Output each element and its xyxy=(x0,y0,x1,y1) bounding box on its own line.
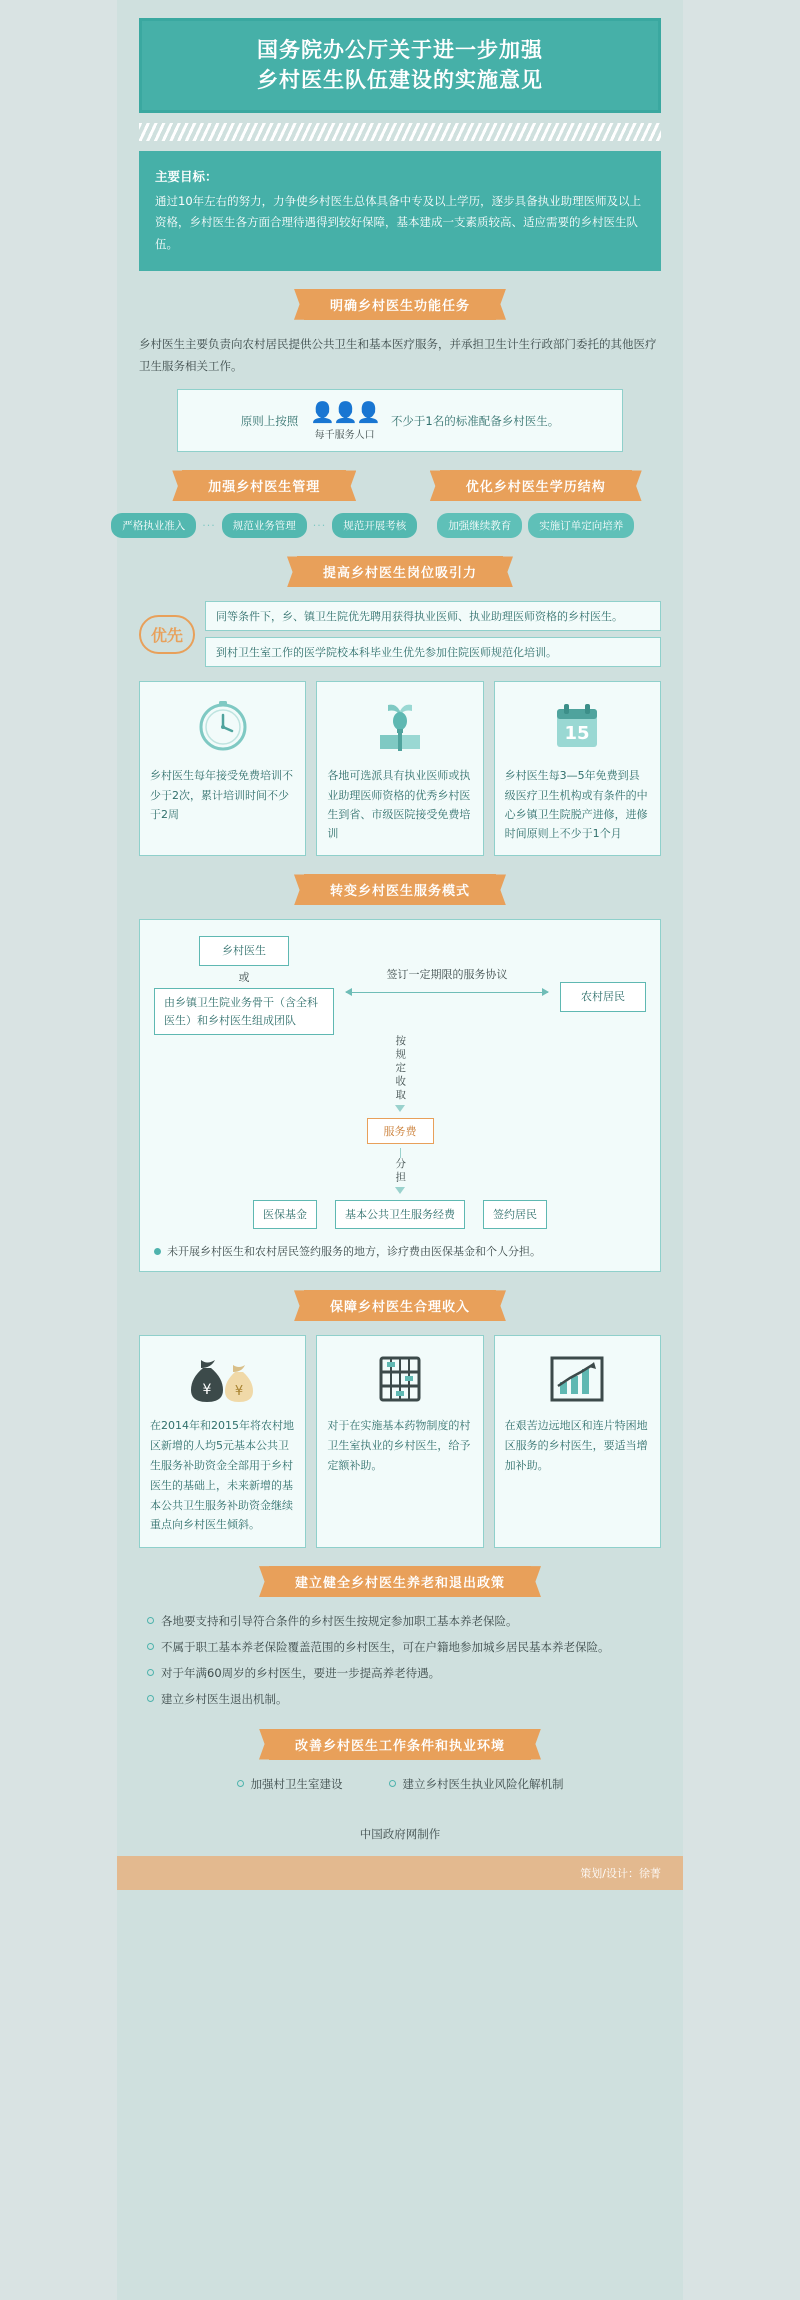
flow-box-resident: 农村居民 xyxy=(560,982,646,1012)
list-item xyxy=(147,1663,653,1685)
flow-collect-label: 按规定收取 xyxy=(394,1035,407,1103)
growth-chart-icon xyxy=(505,1350,650,1408)
list-item xyxy=(147,1637,653,1659)
pill-management-0: 严格执业准入 xyxy=(111,513,196,538)
environment-item-1 xyxy=(389,1776,564,1792)
title-box xyxy=(139,18,661,113)
pension-item-text-2: 对于年满60周岁的乡村医生，要进一步提高养老待遇。 xyxy=(161,1665,441,1680)
attraction-card-1 xyxy=(316,681,483,856)
svg-text:¥: ¥ xyxy=(202,1382,212,1399)
calendar-icon xyxy=(505,696,650,758)
management-pill-row xyxy=(122,513,407,538)
flow-box-team: 由乡镇卫生院业务骨干（含全科医生）和乡村医生组成团队 xyxy=(154,988,334,1035)
income-card-text-1: 对于在实施基本药物制度的村卫生室执业的乡村医生，给予定额补助。 xyxy=(327,1419,471,1472)
attraction-card-2 xyxy=(494,681,661,856)
flow-arrow-label: 签订一定期限的服务协议 xyxy=(386,968,508,982)
hatch-divider xyxy=(139,123,661,141)
banner-row-duties xyxy=(117,289,683,320)
flow-share-label: 分担 xyxy=(394,1157,407,1185)
banner-row-environment xyxy=(117,1729,683,1760)
abacus-icon xyxy=(327,1350,472,1408)
col-education-pills xyxy=(410,501,661,538)
page-title-line2: 乡村医生队伍建设的实施意见 xyxy=(257,68,543,93)
duties-paragraph: 乡村医生主要负责向农村居民提供公共卫生和基本医疗服务，并承担卫生计生行政部门委托的其他医疗卫生服务相关工作。 xyxy=(139,336,657,373)
attraction-card-text-0: 乡村医生每年接受免费培训不少于2次，累计培训时间不少于2周 xyxy=(150,769,293,821)
priority-block xyxy=(139,601,661,667)
section-banner-duties: 明确乡村医生功能任务 xyxy=(304,289,496,320)
ratio-box xyxy=(177,389,623,452)
environment-item-0 xyxy=(237,1776,343,1792)
education-pill-row xyxy=(410,513,661,538)
attraction-card-0 xyxy=(139,681,306,856)
environment-item-text-1: 建立乡村医生执业风险化解机制 xyxy=(402,1776,564,1791)
pension-item-text-3: 建立乡村医生退出机制。 xyxy=(161,1691,288,1706)
ring-bullet-icon xyxy=(147,1695,154,1702)
section-banner-pension: 建立健全乡村医生养老和退出政策 xyxy=(269,1566,531,1597)
flow-box-insurance-fund: 医保基金 xyxy=(253,1200,317,1230)
section-banner-attraction: 提高乡村医生岗位吸引力 xyxy=(297,556,503,587)
section-banner-service-mode: 转变乡村医生服务模式 xyxy=(304,874,496,905)
banner-row-mgmt-edu xyxy=(117,470,683,501)
ring-bullet-icon xyxy=(147,1617,154,1624)
list-item xyxy=(147,1611,653,1633)
header xyxy=(117,0,683,113)
people-icon: 👤👤👤 xyxy=(310,400,379,425)
income-cards xyxy=(139,1335,661,1548)
flow-box-fee: 服务费 xyxy=(367,1118,434,1144)
banner-row-attraction xyxy=(117,556,683,587)
attraction-card-text-1: 各地可选派具有执业医师或执业助理医师资格的优秀乡村医生到省、市级医院接受免费培训 xyxy=(327,769,471,841)
list-item xyxy=(147,1689,653,1711)
page-title-line1: 国务院办公厅关于进一步加强 xyxy=(257,38,543,62)
main-goal-label: 主要目标： xyxy=(155,168,218,184)
flow-left-column xyxy=(154,936,334,1035)
infographic-page xyxy=(117,0,683,2300)
income-card-1 xyxy=(316,1335,483,1548)
ring-bullet-icon xyxy=(237,1780,244,1787)
footer-maker: 中国政府网制作 xyxy=(359,1826,441,1841)
pill-education-0: 加强继续教育 xyxy=(437,513,522,538)
flow-right-column xyxy=(560,982,646,1012)
ratio-icon-caption: 每千服务人口 xyxy=(314,430,375,442)
ring-bullet-icon xyxy=(147,1669,154,1676)
income-card-0 xyxy=(139,1335,306,1548)
attraction-cards xyxy=(139,681,661,856)
pill-management-1: 规范业务管理 xyxy=(222,513,307,538)
service-flow-diagram xyxy=(139,919,661,1272)
pension-item-text-1: 不属于职工基本养老保险覆盖范围的乡村医生，可在户籍地参加城乡居民基本养老保险。 xyxy=(161,1639,610,1654)
dots-separator: ··· xyxy=(312,519,327,533)
calendar-day-number: 15 xyxy=(564,723,590,745)
priority-line-0: 同等条件下，乡、镇卫生院优先聘用获得执业医师、执业助理医师资格的乡村医生。 xyxy=(205,601,661,631)
pension-item-text-0: 各地要支持和引导符合条件的乡村医生按规定参加职工基本养老保险。 xyxy=(161,1614,518,1629)
people-icon-group xyxy=(310,400,379,441)
income-card-text-2: 在艰苦边远地区和连片特困地区服务的乡村医生，要适当增加补助。 xyxy=(504,1419,648,1472)
income-card-text-0: 在2014年和2015年将农村地区新增的人均5元基本公共卫生服务补助资金全部用于乡村医生的基础上，未来新增的基本公共卫生服务补助资金继续重点向乡村医生倾斜。 xyxy=(150,1419,294,1532)
main-goal-text: 通过10年左右的努力，力争使乡村医生总体具备中专及以上学历，逐步具备执业助理医师及以上资格，乡村医生各方面合理待遇得到较好保障，基本建成一支素质较高、适应需要的乡村医生队伍。 xyxy=(155,194,642,251)
section-banner-education: 优化乡村医生学历结构 xyxy=(440,470,632,501)
pension-list xyxy=(147,1611,653,1710)
footer-credit: 策划/设计：徐菁 xyxy=(117,1856,683,1890)
flow-or-label: 或 xyxy=(238,971,250,985)
money-bags-icon xyxy=(150,1350,295,1408)
bottom-spacer xyxy=(117,1890,683,1908)
down-arrow-icon xyxy=(395,1187,405,1194)
flow-fee-column xyxy=(154,1035,646,1196)
main-goal-box xyxy=(139,151,661,271)
col-management-pills xyxy=(122,501,407,538)
pill-rows xyxy=(117,501,683,538)
banner-row-service-mode xyxy=(117,874,683,905)
environment-item-text-0: 加强村卫生室建设 xyxy=(250,1776,343,1791)
flow-top-row xyxy=(154,936,646,1035)
section-banner-environment: 改善乡村医生工作条件和执业环境 xyxy=(269,1729,531,1760)
page-title xyxy=(152,35,648,96)
clock-icon xyxy=(150,696,295,758)
flow-note-text: 未开展乡村医生和农村居民签约服务的地方，诊疗费由医保基金和个人分担。 xyxy=(167,1245,541,1259)
income-card-2 xyxy=(494,1335,661,1548)
dots-separator: ··· xyxy=(202,519,216,533)
flow-middle-arrow xyxy=(342,936,552,1028)
ratio-prefix: 原则上按照 xyxy=(240,413,299,428)
pill-management-2: 规范开展考核 xyxy=(332,513,417,538)
pill-education-1: 实施订单定向培养 xyxy=(528,513,634,538)
ring-bullet-icon xyxy=(389,1780,396,1787)
attraction-card-text-2: 乡村医生每3—5年免费到县级医疗卫生机构或有条件的中心乡镇卫生院脱产进修，进修时间原则上不少于1个月 xyxy=(504,769,648,841)
banner-row-income xyxy=(117,1290,683,1321)
flow-vline xyxy=(400,1148,401,1158)
priority-line-1: 到村卫生室工作的医学院校本科毕业生优先参加住院医师规范化培训。 xyxy=(205,637,661,667)
flow-note xyxy=(154,1243,646,1259)
section-banner-income: 保障乡村医生合理收入 xyxy=(304,1290,496,1321)
col-management-banner xyxy=(139,470,390,501)
environment-items xyxy=(117,1776,683,1792)
col-education-banner xyxy=(410,470,661,501)
priority-badge: 优先 xyxy=(139,615,195,654)
flow-box-public-health-fund: 基本公共卫生服务经费 xyxy=(335,1200,465,1230)
flow-double-arrow xyxy=(346,992,548,993)
svg-text:¥: ¥ xyxy=(234,1384,243,1400)
flow-box-signed-resident: 签约居民 xyxy=(483,1200,547,1230)
ratio-suffix: 不少于1名的标准配备乡村医生。 xyxy=(390,413,560,428)
flow-bottom-boxes xyxy=(154,1200,646,1230)
section-banner-management: 加强乡村医生管理 xyxy=(182,470,346,501)
ring-bullet-icon xyxy=(147,1643,154,1650)
book-idea-icon xyxy=(327,696,472,758)
flow-box-doctor: 乡村医生 xyxy=(199,936,289,966)
priority-lines xyxy=(205,601,661,667)
bullet-dot-icon xyxy=(154,1248,161,1255)
down-arrow-icon xyxy=(395,1105,405,1112)
banner-row-pension xyxy=(117,1566,683,1597)
